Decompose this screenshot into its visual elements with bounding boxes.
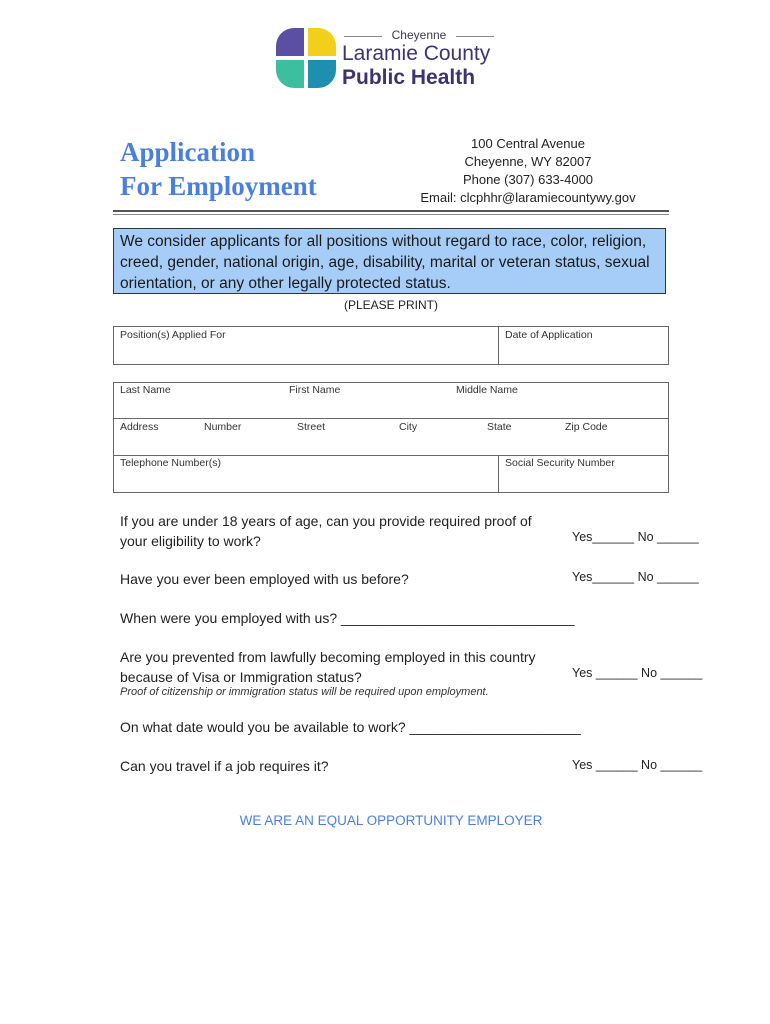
question-under-18 (120, 511, 532, 551)
travel-yes-no[interactable]: Yes ______ No ______ (572, 758, 703, 772)
employed-before-yes-no[interactable]: Yes______ No ______ (572, 570, 699, 584)
divider (113, 455, 669, 456)
title-line-1: Application (120, 137, 256, 167)
telephone-field[interactable]: Telephone Number(s) (120, 457, 221, 469)
contact-info (418, 135, 638, 207)
please-print-label: (PLEASE PRINT) (343, 298, 439, 312)
zip-code-field[interactable]: Zip Code (565, 421, 608, 433)
first-name-field[interactable]: First Name (289, 384, 341, 396)
title-line-2: For Employment (120, 171, 317, 201)
page-title (120, 135, 317, 203)
city-field[interactable]: City (399, 421, 418, 433)
personal-info-section (113, 382, 669, 493)
state-field[interactable]: State (487, 421, 512, 433)
question-text: your eligibility to work? (120, 533, 261, 549)
street-field[interactable]: Street (297, 421, 326, 433)
logo-department: Public Health (342, 66, 476, 89)
header-divider (113, 210, 669, 212)
question-text: Are you prevented from lawfully becoming employed in this country (120, 649, 536, 665)
logo-mark-icon (276, 28, 336, 90)
email-address: Email: clcphhr@laramiecountywy.gov (420, 190, 636, 205)
middle-name-field[interactable]: Middle Name (456, 384, 518, 396)
position-applied-field[interactable]: Position(s) Applied For (120, 329, 226, 341)
question-travel: Can you travel if a job requires it? (120, 758, 329, 774)
number-field[interactable]: Number (204, 421, 242, 433)
divider (498, 455, 499, 493)
under-18-yes-no[interactable]: Yes______ No ______ (572, 530, 699, 544)
last-name-field[interactable]: Last Name (120, 384, 171, 396)
logo-county: Laramie County (342, 42, 491, 65)
date-of-application-field[interactable]: Date of Application (505, 329, 593, 341)
header-divider-thin (113, 214, 669, 215)
phone-number: Phone (307) 633-4000 (462, 172, 594, 187)
organization-logo (276, 28, 498, 92)
question-text: because of Visa or Immigration status? (120, 669, 362, 685)
question-text: If you are under 18 years of age, can you provide required proof of (120, 513, 532, 529)
address-line-1: 100 Central Avenue (471, 136, 585, 151)
citizenship-proof-note: Proof of citizenship or immigration status will be required upon employment. (120, 686, 489, 698)
equal-opportunity-notice: We consider applicants for all positions without regard to race, color, religion, creed, gender, national origin, age, disability, marital or veteran status, sexual orientation, or any other legally protected status. (113, 228, 666, 294)
question-available-date[interactable]: On what date would you be available to work? ______________________ (120, 719, 581, 735)
equal-opportunity-employer: WE ARE AN EQUAL OPPORTUNITY EMPLOYER (239, 813, 543, 828)
ssn-field[interactable]: Social Security Number (505, 457, 615, 469)
visa-status-yes-no[interactable]: Yes ______ No ______ (572, 666, 703, 680)
address-field[interactable]: Address (120, 421, 159, 433)
question-visa-status (120, 647, 536, 687)
question-employed-before: Have you ever been employed with us before? (120, 571, 409, 587)
logo-city: Cheyenne (344, 28, 494, 44)
address-line-2: Cheyenne, WY 82007 (464, 154, 592, 169)
question-when-employed[interactable]: When were you employed with us? ______________________________ (120, 610, 575, 626)
divider (498, 326, 499, 365)
divider (113, 418, 669, 419)
